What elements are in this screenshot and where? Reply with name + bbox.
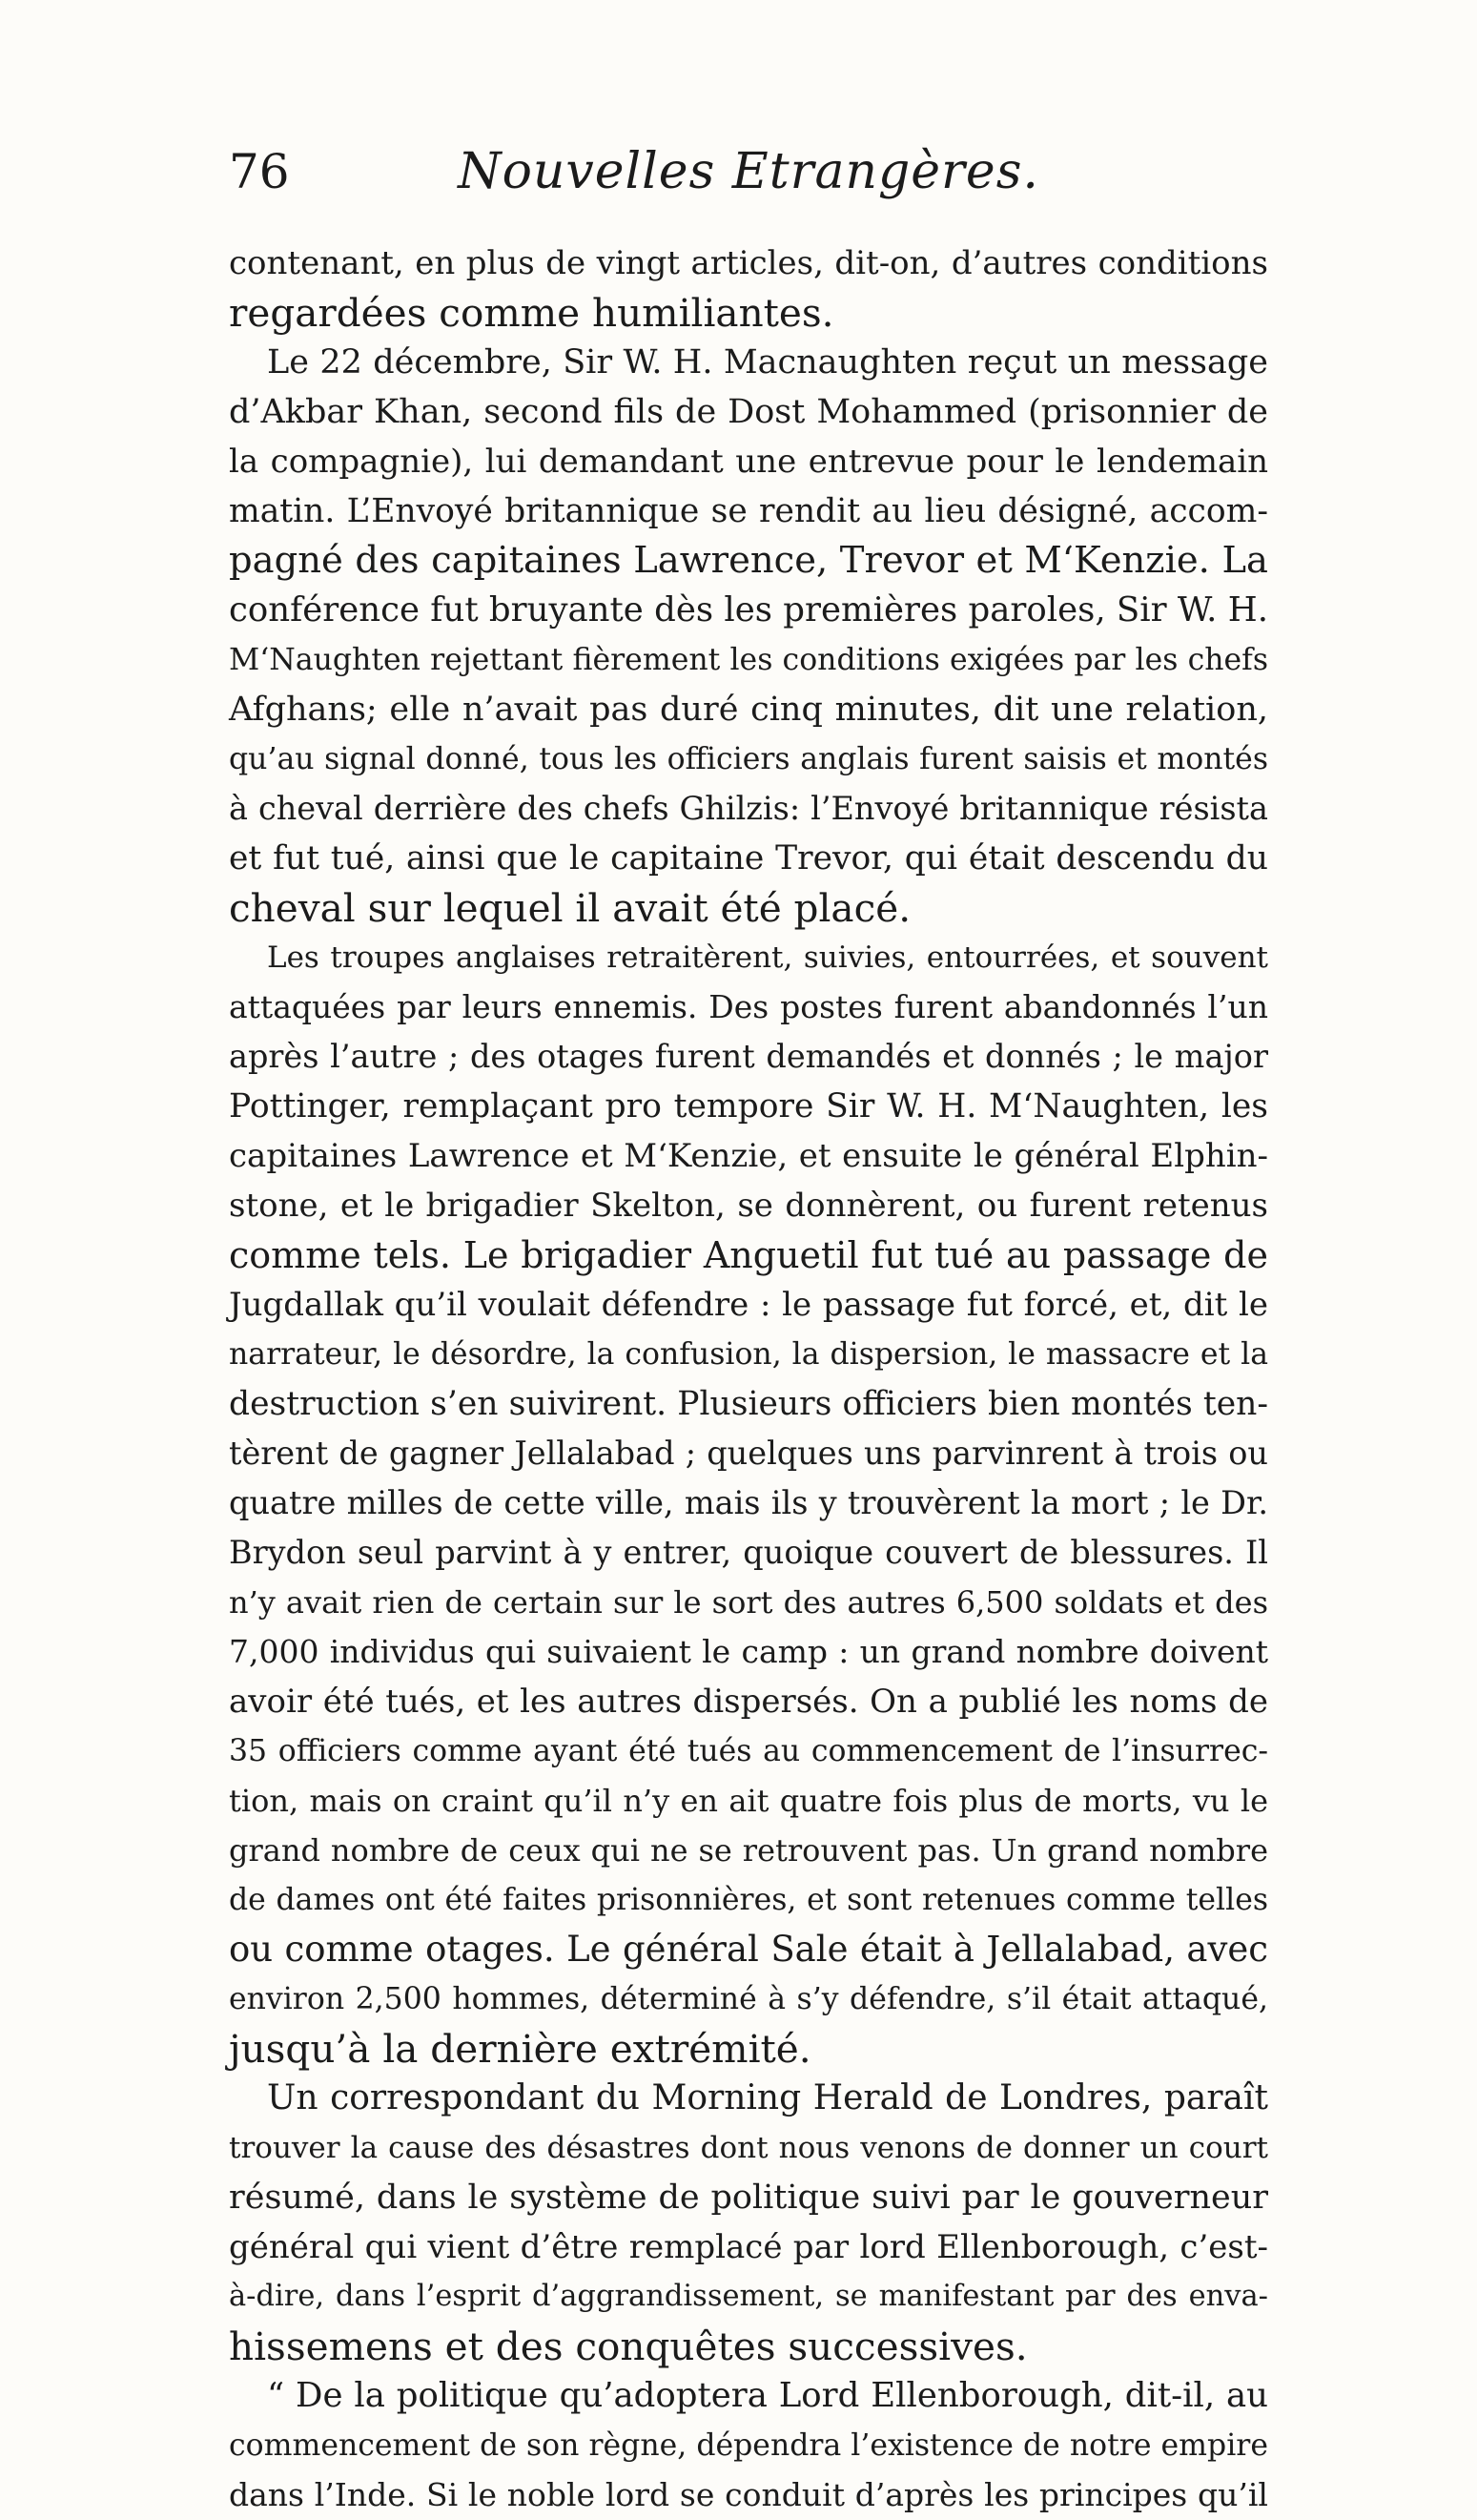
text-line: à cheval derrière des chefs Ghilzis: l’Envoyé britannique résista [229, 790, 1268, 827]
text-line: environ 2,500 hommes, déterminé à s’y défendre, s’il était attaqué, [229, 1982, 1268, 2016]
text-line: stone, et le brigadier Skelton, se donnèrent, ou furent retenus [229, 1187, 1268, 1225]
text-line: la compagnie), lui demandant une entrevue pour le lendemain [229, 443, 1268, 481]
page-number: 76 [229, 144, 290, 199]
text-line: capitaines Lawrence et M‘Kenzie, et ensuite le général Elphin- [229, 1137, 1268, 1175]
text-line: grand nombre de ceux qui ne se retrouvent pas. Un grand nombre [229, 1832, 1268, 1869]
text-line: regardées comme humiliantes. [229, 290, 834, 336]
text-line: général qui vient d’être remplacé par lord Ellenborough, c’est- [229, 2228, 1268, 2266]
text-line: et fut tué, ainsi que le capitaine Trevor, qui était descendu du [229, 839, 1268, 878]
text-line: Jugdallak qu’il voulait défendre : le passage fut forcé, et, dit le [229, 1286, 1268, 1324]
text-line: tèrent de gagner Jellalabad ; quelques uns parvinrent à trois ou [229, 1435, 1268, 1472]
text-line: trouver la cause des désastres dont nous venons de donner un court [229, 2131, 1268, 2165]
text-line: destruction s’en suivirent. Plusieurs officiers bien montés ten- [229, 1385, 1268, 1423]
text-line: narrateur, le désordre, la confusion, la dispersion, le massacre et la [229, 1337, 1268, 1372]
text-line: Pottinger, remplaçant pro tempore Sir W. H. M‘Naughten, les [229, 1087, 1268, 1126]
text-line: Afghans; elle n’avait pas duré cinq minutes, dit une relation, [229, 691, 1268, 729]
text-line: comme tels. Le brigadier Anguetil fut tué au passage de [229, 1234, 1268, 1276]
text-line: conférence fut bruyante dès les premières paroles, Sir W. H. [229, 590, 1268, 630]
text-line: attaquées par leurs ennemis. Des postes furent abandonnés l’un [229, 988, 1268, 1025]
text-line: 35 officiers comme ayant été tués au commencement de l’insurrec- [229, 1734, 1268, 1768]
text-line: dans l’Inde. Si le noble lord se conduit d’après les principes qu’il [229, 2476, 1268, 2513]
text-line: Le 22 décembre, Sir W. H. Macnaughten reçut un message [267, 343, 1268, 382]
body-text [229, 238, 1268, 2520]
text-line: tion, mais on craint qu’il n’y en ait quatre fois plus de morts, vu le [229, 1783, 1268, 1819]
text-line: qu’au signal donné, tous les officiers anglais furent saisis et montés [229, 742, 1268, 776]
text-line: résumé, dans le système de politique suivi par le gouverneur [229, 2179, 1268, 2217]
text-line: commencement de son règne, dépendra l’existence de notre empire [229, 2428, 1268, 2463]
text-line: hissemens et des conquêtes successives. [229, 2324, 1028, 2369]
text-line: Brydon seul parvint à y entrer, quoique couvert de blessures. Il [229, 1534, 1268, 1571]
text-line: cheval sur lequel il avait été placé. [229, 885, 912, 931]
text-line: M‘Naughten rejettant fièrement les conditions exigées par les chefs [229, 643, 1268, 677]
text-line: jusqu’à la dernière extrémité. [229, 2026, 811, 2072]
text-line: quatre milles de cette ville, mais ils y trouvèrent la mort ; le Dr. [229, 1484, 1268, 1521]
text-line: après l’autre ; des otages furent demandés et donnés ; le major [229, 1038, 1268, 1075]
text-line: d’Akbar Khan, second fils de Dost Mohammed (prisonnier de [229, 393, 1268, 431]
text-line: avoir été tués, et les autres dispersés. On a publié les noms de [229, 1683, 1268, 1721]
text-line: de dames ont été faites prisonnières, et sont retenues comme telles [229, 1883, 1268, 1917]
page-header [229, 134, 1268, 210]
text-line: contenant, en plus de vingt articles, dit-on, d’autres conditions [229, 244, 1268, 282]
text-line: “ De la politique qu’adoptera Lord Ellenborough, dit-il, au [267, 2376, 1268, 2415]
text-line: n’y avait rien de certain sur le sort des autres 6,500 soldats et des [229, 1584, 1268, 1621]
text-line: 7,000 individus qui suivaient le camp : un grand nombre doivent [229, 1633, 1268, 1670]
text-line: Les troupes anglaises retraitèrent, suivies, entourrées, et souvent [267, 940, 1268, 975]
running-title: Nouvelles Etrangères. [458, 143, 1039, 200]
text-line: à-dire, dans l’esprit d’aggrandissement, se manifestant par des enva- [229, 2280, 1268, 2313]
text-line: matin. L’Envoyé britannique se rendit au lieu désigné, accom- [229, 492, 1268, 530]
text-line: Un correspondant du Morning Herald de Londres, paraît [267, 2078, 1268, 2117]
text-line: pagné des capitaines Lawrence, Trevor et M‘Kenzie. La [229, 539, 1268, 582]
text-line: ou comme otages. Le général Sale était à Jellalabad, avec [229, 1929, 1268, 1970]
